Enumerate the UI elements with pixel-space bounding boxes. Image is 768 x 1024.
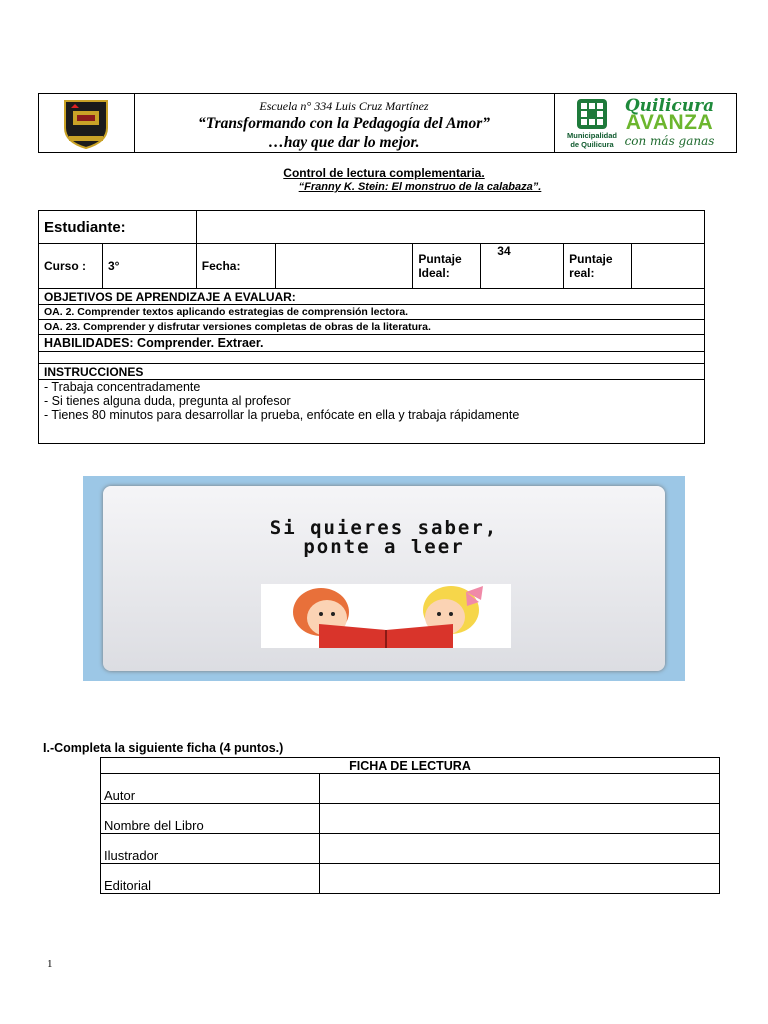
objetivos-label: OBJETIVOS DE APRENDIZAJE A EVALUAR: xyxy=(39,289,705,305)
estudiante-label: Estudiante: xyxy=(39,211,197,244)
puntaje-ideal-label: Puntaje Ideal: xyxy=(413,244,481,289)
school-name: Escuela n° 334 Luis Cruz Martínez xyxy=(259,99,429,113)
banner-slogan-2: ponte a leer xyxy=(303,536,465,558)
brand-avanza: AVANZA xyxy=(625,111,714,134)
section-1-title: I.-Completa la siguiente ficha (4 puntos.) xyxy=(43,741,284,755)
school-title-cell xyxy=(134,94,555,152)
school-motto-2: …hay que dar lo mejor. xyxy=(268,134,420,151)
ficha-row-label: Nombre del Libro xyxy=(101,804,320,834)
student-info-table xyxy=(38,210,705,444)
curso-value: 3° xyxy=(102,244,196,289)
banner-slogan-1: Si quieres saber, xyxy=(269,517,499,539)
habilidades: HABILIDADES: Comprender. Extraer. xyxy=(39,335,705,352)
instrucciones-label: INSTRUCCIONES xyxy=(39,364,705,380)
school-logo-cell xyxy=(39,94,135,152)
objective-oa23: OA. 23. Comprender y disfrutar versiones completas de obras de la literatura. xyxy=(39,320,705,335)
municipality-label: Municipalidad xyxy=(566,131,617,140)
ficha-row-label: Editorial xyxy=(101,864,320,894)
spacer-row xyxy=(39,352,705,364)
brand-name: Quilicura xyxy=(624,96,715,116)
ficha-row-label: Ilustrador xyxy=(101,834,320,864)
puntaje-real-label: Puntaje real: xyxy=(564,244,632,289)
document-subtitle: “Franny K. Stein: El monstruo de la calabaza”. xyxy=(298,181,542,193)
ficha-row-label: Autor xyxy=(101,774,320,804)
estudiante-field[interactable] xyxy=(196,211,704,244)
ficha-ilustrador-field[interactable] xyxy=(319,834,719,864)
ficha-title: FICHA DE LECTURA xyxy=(101,758,720,774)
document-title: Control de lectura complementaria. xyxy=(283,166,485,180)
page-number: 1 xyxy=(47,958,53,970)
fecha-field[interactable] xyxy=(275,244,413,289)
school-header xyxy=(38,93,737,153)
puntaje-ideal-value: 34 xyxy=(481,244,564,289)
curso-label: Curso : xyxy=(39,244,103,289)
ficha-libro-field[interactable] xyxy=(319,804,719,834)
children-reading-icon xyxy=(261,584,511,648)
instruction-item: - Trabaja concentradamente xyxy=(44,380,201,394)
reading-banner xyxy=(83,476,685,681)
puntaje-real-field[interactable] xyxy=(632,244,705,289)
instruction-item: - Tienes 80 minutos para desarrollar la prueba, enfócate en ella y trabaja rápidamente xyxy=(44,408,520,422)
school-shield-icon xyxy=(61,98,111,150)
municipality-label-2: de Quilicura xyxy=(570,140,614,149)
objective-oa2: OA. 2. Comprender textos aplicando estrategias de comprensión lectora. xyxy=(39,305,705,320)
brand-slogan: con más ganas xyxy=(624,134,715,148)
ficha-editorial-field[interactable] xyxy=(319,864,719,894)
school-motto: “Transformando con la Pedagogía del Amor” xyxy=(197,115,491,132)
instrucciones-list xyxy=(39,380,705,444)
ficha-lectura-table xyxy=(100,757,720,894)
ficha-autor-field[interactable] xyxy=(319,774,719,804)
fecha-label: Fecha: xyxy=(196,244,275,289)
instruction-item: - Si tienes alguna duda, pregunta al profesor xyxy=(44,394,291,408)
